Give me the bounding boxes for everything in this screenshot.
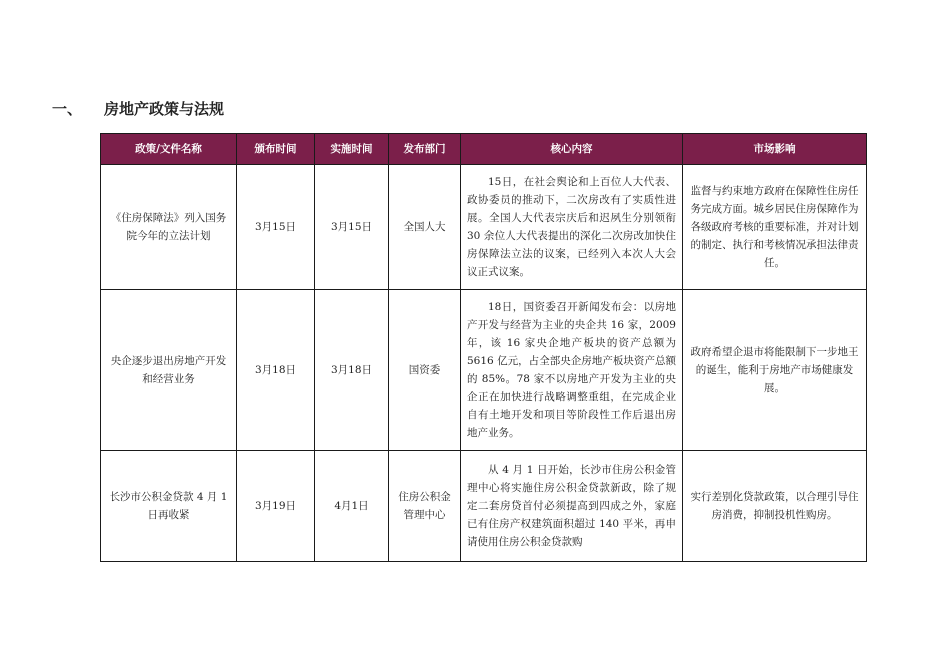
policy-name: 长沙市公积金贷款 4 月 1 日再收紧 (101, 451, 237, 562)
table-row (101, 451, 867, 562)
policy-table (100, 133, 867, 562)
core-content-text: 从 4 月 1 日开始，长沙市住房公积金管理中心将实施住房公积金贷款新政，除了规定二套房贷首付必须提高到四成之外，家庭已有住房产权建筑面积超过 140 平米，再申请使用住房公积金贷款购 (467, 464, 676, 548)
market-impact: 实行差别化贷款政策，以合理引导住房消费，抑制投机性购房。 (683, 451, 867, 562)
section-number: 一、 (52, 100, 83, 118)
market-impact: 政府希望企退市将能限制下一步地王的诞生，能利于房地产市场健康发展。 (683, 290, 867, 451)
header-content: 核心内容 (461, 134, 683, 165)
policy-name: 《住房保障法》列入国务院今年的立法计划 (101, 165, 237, 290)
header-issued: 颁布时间 (237, 134, 315, 165)
header-impact: 市场影响 (683, 134, 867, 165)
header-name: 政策/文件名称 (101, 134, 237, 165)
section-title: 房地产政策与法规 (104, 100, 225, 118)
policy-name: 央企逐步退出房地产开发和经营业务 (101, 290, 237, 451)
section-heading (52, 98, 224, 119)
header-department: 发布部门 (389, 134, 461, 165)
issued-date: 3月15日 (237, 165, 315, 290)
issued-date: 3月18日 (237, 290, 315, 451)
department: 国资委 (389, 290, 461, 451)
effective-date: 4月1日 (315, 451, 389, 562)
header-effective: 实施时间 (315, 134, 389, 165)
core-content (461, 451, 683, 562)
core-content-text: 15日，在社会舆论和上百位人大代表、政协委员的推动下，二次房改有了实质性进展。全国人大代表宗庆后和迟夙生分别领衔 30 余位人大代表提出的深化二次房改加快住房保障法立法的议案，已经列入本次人大会议正式议案。 (467, 176, 676, 278)
issued-date: 3月19日 (237, 451, 315, 562)
market-impact: 监督与约束地方政府在保障性住房任务完成方面。城乡居民住房保障作为各级政府考核的重要标准，并对计划的制定、执行和考核情况承担法律责任。 (683, 165, 867, 290)
core-content-text: 18日，国资委召开新闻发布会：以房地产开发与经营为主业的央企共 16 家，2009年，该 16 家央企地产板块的资产总额为 5616 亿元，占全部央企房地产板块资产总额的 85%。78 家不以房地产开发为主业的央企正在加快进行战略调整重组，在完成企业自有土地开发和项目等阶段性工作后退出房地产业务。 (467, 301, 676, 439)
table-header-row (101, 134, 867, 165)
department: 全国人大 (389, 165, 461, 290)
core-content (461, 290, 683, 451)
table-row (101, 290, 867, 451)
core-content (461, 165, 683, 290)
effective-date: 3月15日 (315, 165, 389, 290)
table-row (101, 165, 867, 290)
effective-date: 3月18日 (315, 290, 389, 451)
department: 住房公积金管理中心 (389, 451, 461, 562)
